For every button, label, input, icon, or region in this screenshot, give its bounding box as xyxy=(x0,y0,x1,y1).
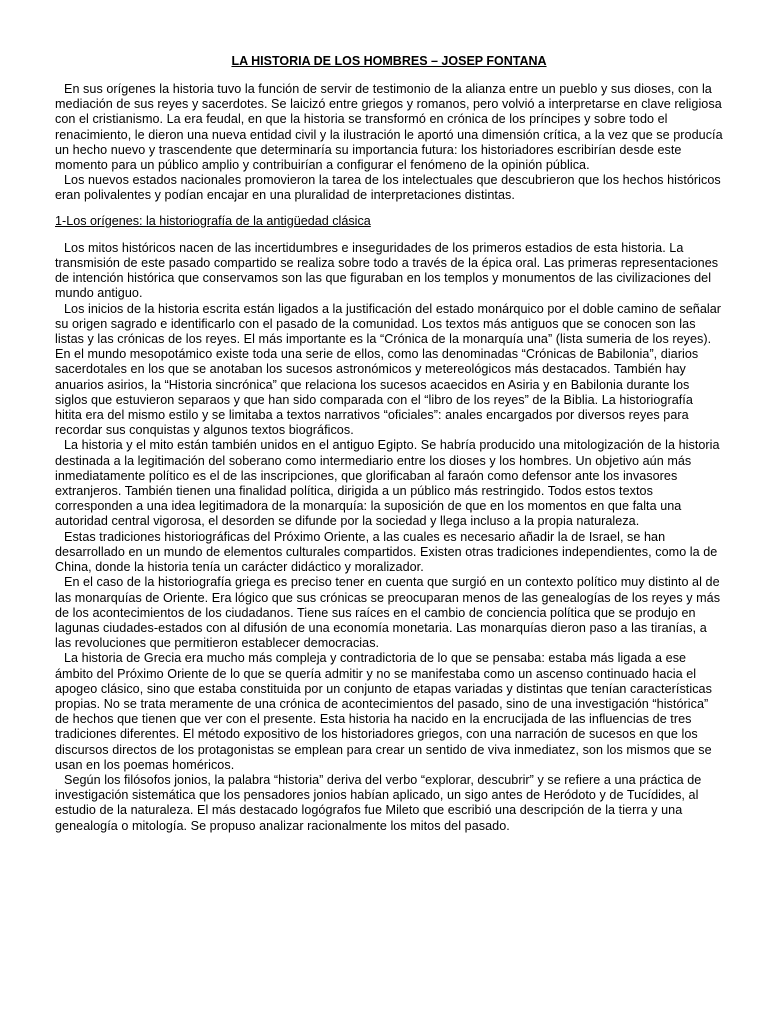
intro-paragraph-2: Los nuevos estados nacionales promovieron la tarea de los intelectuales que descubrieron que los hechos históricos eran polivalentes y podían encajar en una pluralidad de interpretaciones distintas. xyxy=(55,173,721,203)
document-title: LA HISTORIA DE LOS HOMBRES – JOSEP FONTANA xyxy=(231,54,547,68)
section-paragraph-3: La historia y el mito están también unidos en el antiguo Egipto. Se habría producido una mitologización de la historia destinada a la legitimación del soberano como intermediario entre los dioses y los hombres. Un objetivo aún más inmediatamente político es el de las inscripciones, que glorificaban al faraón como defensor ante los invasores extranjeros. También tienen una finalidad política, dirigida a un público más restringido. Todos estos textos corresponden a una idea legitimadora de la monarquía: la suposición de que en los momentos en que falta una autoridad central vigorosa, el desorden se difunde por la sociedad y llega incluso a la propia naturaleza. xyxy=(55,438,720,529)
intro-paragraph-1: En sus orígenes la historia tuvo la función de servir de testimonio de la alianza entre un pueblo y sus dioses, con la mediación de sus reyes y sacerdotes. Se laicizó entre griegos y romanos, pero volvió a interpretarse en clave religiosa con el cristianismo. La era feudal, en que la historia se transformó en crónica de los príncipes y sobre todo el renacimiento, le dieron una nueva entidad civil y la ilustración le aportó una dimensión crítica, a la vez que se producía un hecho nuevo y trascendente que determinaría su importancia futura: los historiadores escribirían desde este momento para un público amplio y contribuirían a configurar el fenómeno de la opinión pública. xyxy=(55,82,723,173)
section-heading: 1-Los orígenes: la historiografía de la antigüedad clásica xyxy=(55,213,371,228)
section-paragraph-1: Los mitos históricos nacen de las incertidumbres e inseguridades de los primeros estadios de esta historia. La transmisión de este pasado compartido se realiza sobre todo a través de la épica oral. Las primeras representaciones de intención histórica que conservamos son las que figuraban en los templos y monumentos de las civilizaciones del mundo antiguo. xyxy=(55,240,719,301)
section-paragraph-7: Según los filósofos jonios, la palabra “historia” deriva del verbo “explorar, descubrir” y se refiere a una práctica de investigación sistemática que los pensadores jonios habían aplicado, un sigo antes de Heródoto y de Tucídides, al estudio de la naturaleza. El más destacado logógrafos fue Mileto que escribió una descripción de la tierra y una genealogía o mitología. Se propuso analizar racionalmente los mitos del pasado. xyxy=(55,772,702,833)
section-paragraph-6: La historia de Grecia era mucho más compleja y contradictoria de lo que se pensaba: estaba más ligada a ese ámbito del Próximo Oriente de lo que se quería admitir y no se manifestaba como un ascenso continuado hacia el apogeo clásico, sino que estaba constituida por un conjunto de etapas variadas y distintas que tenían características propias. No se trata meramente de una crónica de acontecimientos del pasado, sino de una investigación “histórica” de hechos que tienen que ver con el presente. Esta historia ha nacido en la encrucijada de las influencias de tres tradiciones diferentes. El método expositivo de los historiadores griegos, con una narración de sucesos en que los discursos directos de los protagonistas se emplean para crear un sentido de viva inmediatez, son los mismos que se usan en los poemas homéricos. xyxy=(55,651,712,772)
section-paragraph-2: Los inicios de la historia escrita están ligados a la justificación del estado monárquico por el doble camino de señalar su origen sagrado e identificarlo con el pasado de la comunidad. Los textos más antiguos que se conocen son las listas y las crónicas de los reyes. El más importante es la “Crónica de la monarquía una” (lista sumeria de los reyes). En el mundo mesopotámico existe toda una serie de ellos, como las denominadas “Crónicas de Babilonia”, diarios sacerdotales en los que se anotaban los sucesos astronómicos y metereológicos más destacados. También hay anuarios asirios, la “Historia sincrónica” que relaciona los sucesos acaecidos en Asiria y en Babilonia durante los siglos que estuvieron separaos y que han sido comparada con el “libro de los reyes” de la Biblia. La historiografía hitita era del mismo estilo y se limitaba a textos narrativos “oficiales”: anales encargados por diversos reyes para recordar sus conquistas y algunos textos biográficos. xyxy=(55,301,722,438)
section-paragraph-5: En el caso de la historiografía griega es preciso tener en cuenta que surgió en un contexto político muy distinto al de las monarquías de Oriente. Era lógico que sus crónicas se preocuparan menos de las genealogías de los reyes y más de los acontecimientos de los ciudadanos. Tiene sus raíces en el cambio de conciencia política que se produjo en lagunas ciudades-estados con al difusión de una economía monetaria. Las monarquías dieron paso a las tiranías, a las revoluciones que permitieron establecer democracias. xyxy=(55,575,721,651)
section-paragraph-4: Estas tradiciones historiográficas del Próximo Oriente, a las cuales es necesario añadir la de Israel, se han desarrollado en un mundo de elementos culturales compartidos. Existen otras tradiciones independientes, como la de China, donde la historia tenía un carácter didáctico y moralizador. xyxy=(55,529,718,575)
